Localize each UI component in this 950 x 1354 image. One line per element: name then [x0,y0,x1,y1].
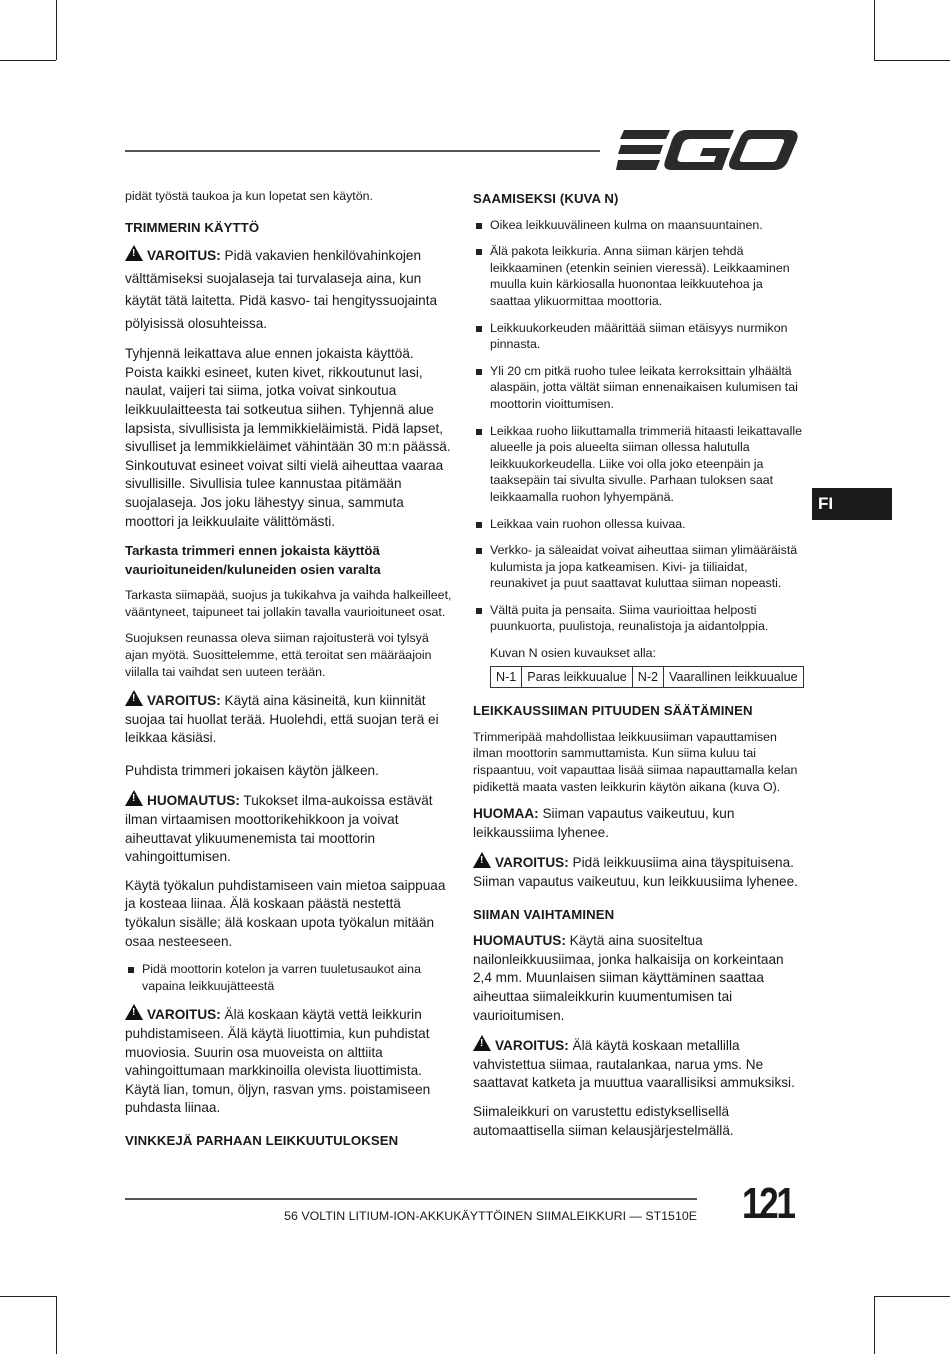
right-column [473,188,803,1150]
warning-label: VAROITUS: [147,248,221,264]
list-item: Oikea leikkuuvälineen kulma on maansuuntainen. [473,217,803,234]
crop-mark [874,0,875,60]
subheading: Tarkasta trimmeri ennen jokaista käyttöä vaurioituneiden/kuluneiden osien varalta [125,543,381,578]
warning-label: VAROITUS: [147,693,221,709]
page-number: 121 [742,1179,794,1228]
ego-logo [616,128,800,172]
warning-triangle-icon [125,790,143,806]
warning-label: VAROITUS: [495,1038,569,1054]
note-text: Siiman vapautus vaikeutuu, kun leikkaussiima lyhenee. [473,806,735,840]
warning-triangle-icon [125,245,143,261]
note-label: HUOMAA: [473,806,539,822]
crop-mark [874,60,950,61]
table-row [491,666,804,688]
bullet-list [473,217,803,635]
footer-rule [125,1198,697,1200]
list-item: Leikkaa vain ruohon ollessa kuivaa. [473,516,803,533]
warning-text: Älä koskaan käytä vettä leikkurin puhdistamiseen. Älä käytä liuottimia, kun puhdistat muoviosia. Suurin osa muoveista on alttiita vahingoittumaan markkinoilla olevista liuottimista. Käytä lian, tomun, öljyn, rasvan yms. poistamiseen puhdasta liinaa. [125,1007,431,1116]
list-item: Yli 20 cm pitkä ruoho tulee leikata kerroksittain ylhäältä alaspäin, jotta vältät siiman ennenaikaisen kulumisen tai moottorin vioittumisen. [473,363,803,413]
paragraph: Käytä työkalun puhdistamiseen vain mietoa saippuaa ja kosteaa liinaa. Älä koskaan päästä nestettä työkalun sisälle; älä koskaan upota työkalun mitään osaa nesteeseen. [125,877,446,949]
warning-block [125,245,455,335]
list-item: Älä pakota leikkuria. Anna siiman kärjen tehdä leikkaaminen (etenkin seinien vieressä). Leikkaaminen muulla kuin kärkiosalla huonontaa leikkuutehoa ja saattaa ylikuormittaa moottoria. [473,243,803,309]
list-item: Leikkaa ruoho liikuttamalla trimmeriä hitaasti leikattavalle alueelle ja pois alueelta siiman ollessa halutulla leikkuukorkeudella. Liike voi olla joko eteenpäin ja taaksepäin tai sivulta sivulle. Parhaan tuloksen saat leikkaamalla ruohon lyhyempänä. [473,423,803,506]
part-desc: Paras leikkuualue [522,666,632,688]
warning-block [125,690,455,748]
notice-block [473,932,803,1025]
notice-label: HUOMAUTUS: [147,793,240,809]
warning-label: VAROITUS: [147,1007,221,1023]
crop-mark [56,0,57,60]
parts-table [490,666,804,689]
paragraph: Siimaleikkuri on varustettu edistyksellisellä automaattisella siiman kelausjärjestelmällä. [473,1103,734,1138]
bullet-list [125,961,455,994]
section-heading: TRIMMERIN KÄYTTÖ [125,219,260,235]
crop-mark [874,1296,950,1297]
section-heading: VINKKEJÄ PARHAAN LEIKKUUTULOKSEN [125,1132,399,1148]
notice-text: Käytä aina suositeltua nailonleikkuusiimaa, jonka halkaisija on korkeintaan 2,4 mm. Muunlaisen siiman käyttäminen saattaa aiheuttaa siimaleikkurin kuumentumisen tai vaurioitumisen. [473,933,784,1023]
paragraph: Tyhjennä leikattava alue ennen jokaista käyttöä. Poista kaikki esineet, kuten kivet, rikkoutunut lasi, naulat, vaijeri tai siima, jotka voivat sinkoutua leikkuulaitteesta tai sotkeutua siihen. Tyhjennä alue lapsista, sivullisista ja lemmikkieläimistä. Pidä lapset, sivulliset ja lemmikkieläimet vähintään 30 m:n päässä. Sinkoutuvat esineet voivat silti vielä aiheuttaa vaaraa sivullisille. Sivullisia tulee kannustaa pitämään suojalaseja. Jos joku lähestyy sinua, sammuta moottori ja leikkuulaite välittömästi. [125,346,451,529]
notice-text: Tukokset ilma-aukoissa estävät ilman virtaamisen moottorikehikkoon ja voivat aiheuttavat ylikuumenemista tai moottorin vahingoittumisen. [125,793,433,865]
warning-triangle-icon [473,1035,491,1051]
note-block [473,805,803,842]
warning-text: Älä käytä koskaan metallilla vahvistettua siimaa, rautalankaa, narua yms. Ne saattavat katketa ja muuttua vaarallisiksi ammuksiksi. [473,1038,795,1091]
warning-triangle-icon [125,690,143,706]
list-item: Leikkuukorkeuden määrittää siiman etäisyys nurmikon pinnasta. [473,320,803,353]
list-item: Vältä puita ja pensaita. Siima vaurioittaa helposti puunkuorta, puulistoja, reunalistoja ja aidantolppia. [473,602,803,635]
warning-block [125,1004,455,1118]
paragraph: Puhdista trimmeri jokaisen käytön jälkeen. [125,762,379,778]
warning-block [473,852,803,891]
language-tab: FI [812,488,892,520]
section-heading: SAAMISEKSI (KUVA N) [473,191,619,206]
list-item: Pidä moottorin kotelon ja varren tuuletusaukot aina vapaina leikkuujätteestä [125,961,455,994]
crop-mark [0,60,56,61]
paragraph: Trimmeripää mahdollistaa leikkuusiiman vapauttamisen ilman moottorin sammuttamista. Kun siima kuluu tai rispaantuu, voit vapauttaa lisää siimaa napauttamalla kelan pidikettä maata vasten leikkurin käytön aikana (kuva O). [473,729,798,794]
paragraph: Tarkasta siimapää, suojus ja tukikahva ja vaihda halkeilleet, vääntyneet, taipuneet tai jollakin tavalla vaurioituneet osat. [125,588,452,619]
section-heading: SIIMAN VAIHTAMINEN [473,906,615,922]
warning-text: Pidä vakavien henkilövahinkojen välttämiseksi suojalaseja tai turvalaseja aina, kun käytät tätä laitetta. Pidä kasvo- tai hengityssuojainta pölyisissä olosuhteissa. [125,248,438,331]
crop-mark [56,1296,57,1354]
warning-block [473,1035,803,1093]
crop-mark [0,1296,56,1297]
warning-text: Käytä aina käsineitä, kun kiinnität suojaa tai huollat terää. Huolehdi, että suojan terä ei leikkaa käsiäsi. [125,693,439,746]
left-column [125,188,455,1159]
warning-triangle-icon [473,852,491,868]
part-code: N-1 [491,666,522,688]
parts-intro: Kuvan N osien kuvaukset alla: [490,646,656,661]
paragraph: Suojuksen reunassa oleva siiman rajoitusterä voi tylsyä ajan myötä. Suosittelemme, että teroitat sen määräajoin viilalla tai vaihdat sen uuteen terään. [125,631,432,679]
list-item: Verkko- ja säleaidat voivat aiheuttaa siiman ylimääräistä kulumista ja jopa katkeamisen. Kivi- ja tiiliaidat, reunakivet ja puut saattavat kuluttaa siiman nopeasti. [473,542,803,592]
footer-title: 56 VOLTIN LITIUM-ION-AKKUKÄYTTÖINEN SIIMALEIKKURI — ST1510E [284,1209,697,1223]
notice-label: HUOMAUTUS: [473,933,566,949]
part-code: N-2 [632,666,663,688]
warning-label: VAROITUS: [495,855,569,871]
crop-mark [874,1296,875,1354]
warning-text: Pidä leikkuusiima aina täyspituisena. Siiman vapautus vaikeutuu, kun leikkuusiima lyhenee. [473,855,798,889]
warning-triangle-icon [125,1004,143,1020]
intro-text: pidät työstä taukoa ja kun lopetat sen käytön. [125,189,373,203]
part-desc: Vaarallinen leikkuualue [664,666,804,688]
notice-block [125,790,455,866]
header-rule [125,150,600,152]
section-heading: LEIKKAUSSIIMAN PITUUDEN SÄÄTÄMINEN [473,703,753,719]
